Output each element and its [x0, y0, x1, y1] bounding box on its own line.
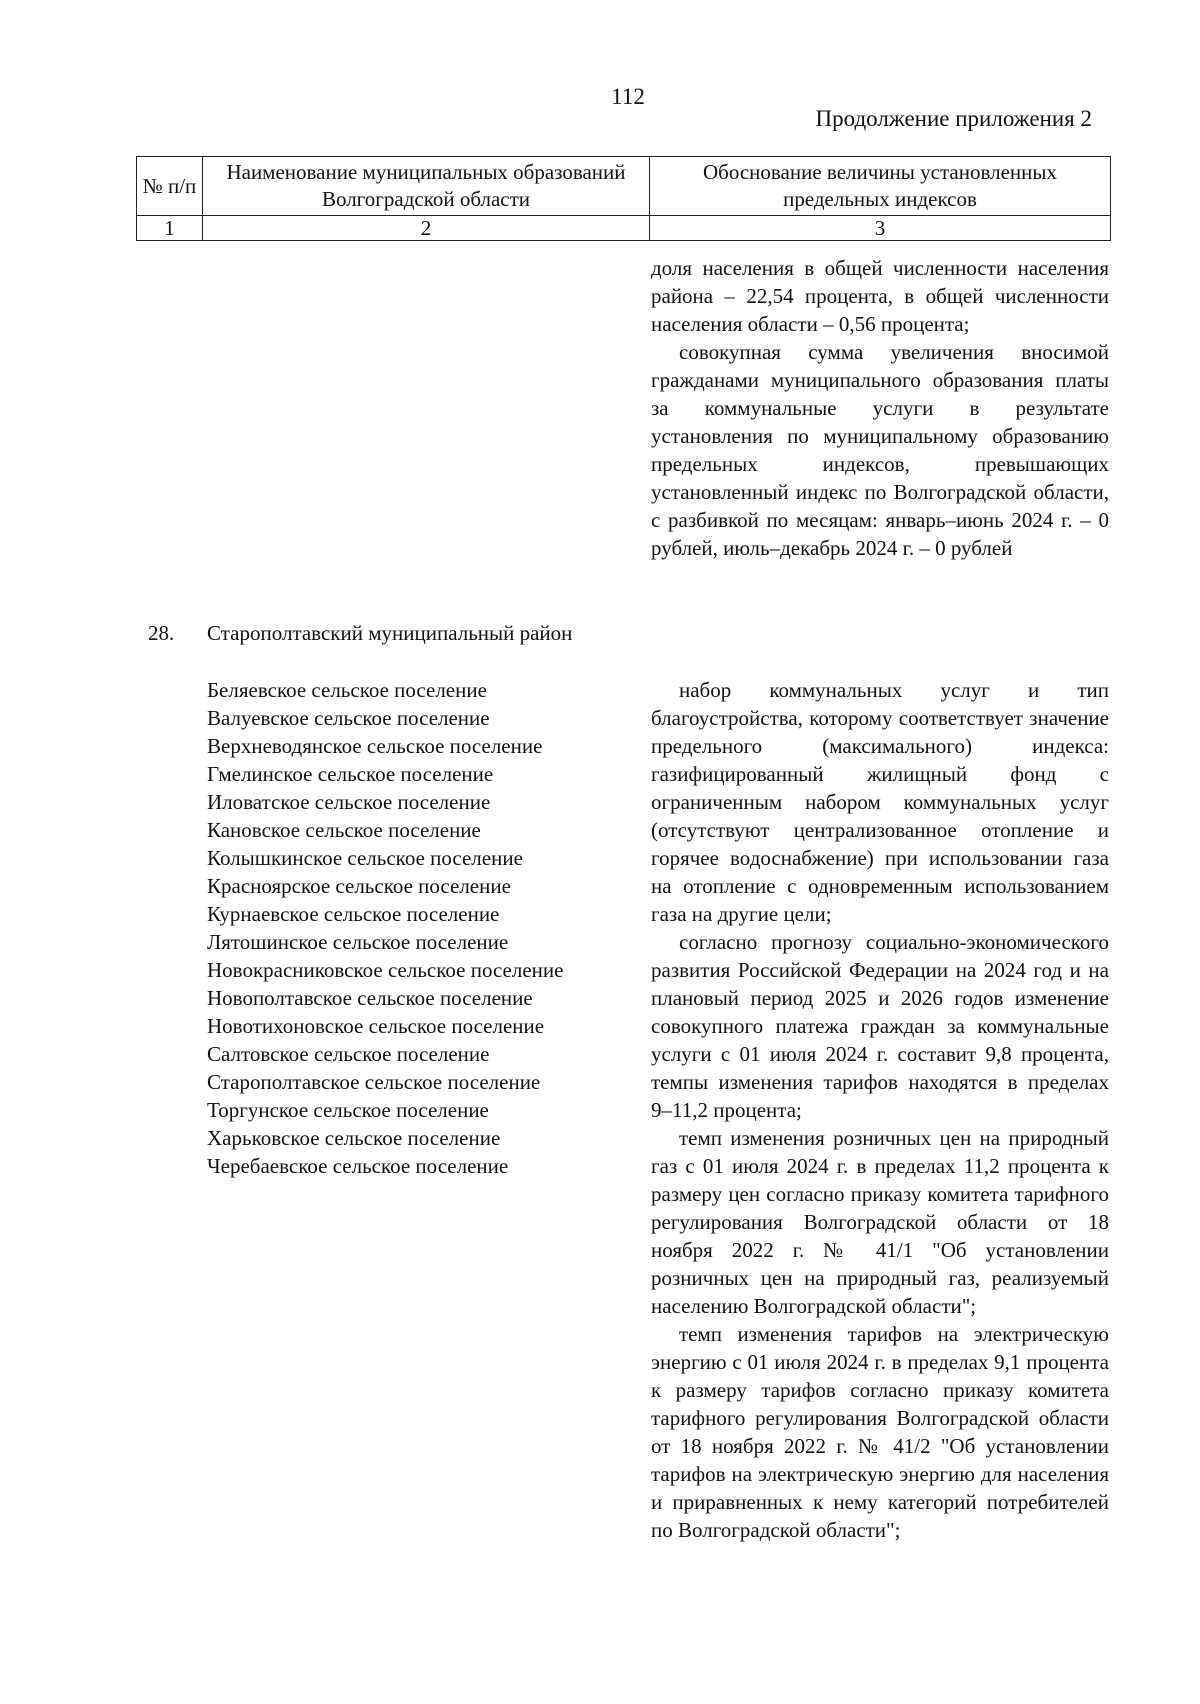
- header-row: [137, 157, 1111, 216]
- justification-paragraph: набор коммунальных услуг и тип благоустройства, которому соответствует значение предельного (максимального) индекса: газифицированный жилищный фонд с ограниченным набором коммунальных услуг (отсутствуют централизованное отопление и горячее водоснабжение) при использовании газа на отопление с одновременным использованием газа на другие цели;: [651, 678, 1109, 926]
- column-number-2: 2: [203, 216, 650, 241]
- column-number-1: 1: [137, 216, 203, 241]
- prev-entry-justification: [651, 254, 1109, 562]
- district-name: Старополтавский муниципальный район: [207, 621, 573, 645]
- justification-paragraph: согласно прогнозу социально-экономического развития Российской Федерации на 2024 год и на плановый период 2025 и 2026 годов изменение совокупного платежа граждан за коммунальные услуги с 01 июля 2024 г. составит 9,8 процента, темпы изменения тарифов находятся в пределах 9–11,2 процента;: [651, 930, 1109, 1122]
- justification-paragraph: темп изменения тарифов на электрическую энергию с 01 июля 2024 г. в пределах 9,1 процента к размеру тарифов согласно приказу комитета тарифного регулирования Волгоградской области от 18 ноября 2022 г. № 41/2 "Об установлении тарифов на электрическую энергию для населения и приравненных к нему категорий потребителей по Волгоградской области";: [651, 1322, 1109, 1542]
- settlement-item: Кановское сельское поселение: [207, 818, 481, 842]
- entry-justification: [651, 676, 1109, 1544]
- settlement-item: Черебаевское сельское поселение: [207, 1154, 509, 1178]
- page-number: 112: [611, 84, 645, 109]
- settlement-item: Беляевское сельское поселение: [207, 678, 487, 702]
- entry-number: 28.: [148, 621, 175, 645]
- settlement-item: Харьковское сельское поселение: [207, 1126, 501, 1150]
- header-table: [136, 156, 1111, 241]
- column-number-row: [137, 216, 1111, 241]
- justification-paragraph: совокупная сумма увеличения вносимой гражданами муниципального образования платы за коммунальные услуги в результате установления по муниципальному образованию предельных индексов, превышающих установленный индекс по Волгоградской области, с разбивкой по месяцам: январь–июнь 2024 г. – 0 рублей, июль–декабрь 2024 г. – 0 рублей: [651, 340, 1109, 560]
- settlement-item: Новокрасниковское сельское поселение: [207, 958, 564, 982]
- column-number-3: 3: [650, 216, 1111, 241]
- settlement-item: Красноярское сельское поселение: [207, 874, 511, 898]
- settlement-item: Колышкинское сельское поселение: [207, 846, 523, 870]
- justification-paragraph: доля населения в общей численности населения района – 22,54 процента, в общей численности населения области – 0,56 процента;: [651, 256, 1109, 336]
- settlement-list: [207, 676, 563, 1180]
- settlement-item: Торгунское сельское поселение: [207, 1098, 489, 1122]
- settlement-item: Старополтавское сельское поселение: [207, 1070, 541, 1094]
- settlement-item: Салтовское сельское поселение: [207, 1042, 490, 1066]
- settlement-item: Валуевское сельское поселение: [207, 706, 490, 730]
- settlement-item: Гмелинское сельское поселение: [207, 762, 494, 786]
- settlement-item: Лятошинское сельское поселение: [207, 930, 509, 954]
- justification-paragraph: темп изменения розничных цен на природный газ с 01 июля 2024 г. в пределах 11,2 процента к размеру цен согласно приказу комитета тарифного регулирования Волгоградской области от 18 ноября 2022 г. № 41/1 "Об установлении розничных цен на природный газ, реализуемый населению Волгоградской области";: [651, 1126, 1109, 1318]
- settlement-item: Новополтавское сельское поселение: [207, 986, 533, 1010]
- settlement-item: Верхневодянское сельское поселение: [207, 734, 543, 758]
- settlement-item: Курнаевское сельское поселение: [207, 902, 500, 926]
- settlement-item: Иловатское сельское поселение: [207, 790, 491, 814]
- settlement-item: Новотихоновское сельское поселение: [207, 1014, 545, 1038]
- continuation-label: Продолжение приложения 2: [815, 106, 1092, 131]
- header-col-number: № п/п: [137, 157, 203, 216]
- header-col-name: Наименование муниципальных образований Волгоградской области: [203, 157, 650, 216]
- header-col-justification: Обоснование величины установленных предельных индексов: [650, 157, 1111, 216]
